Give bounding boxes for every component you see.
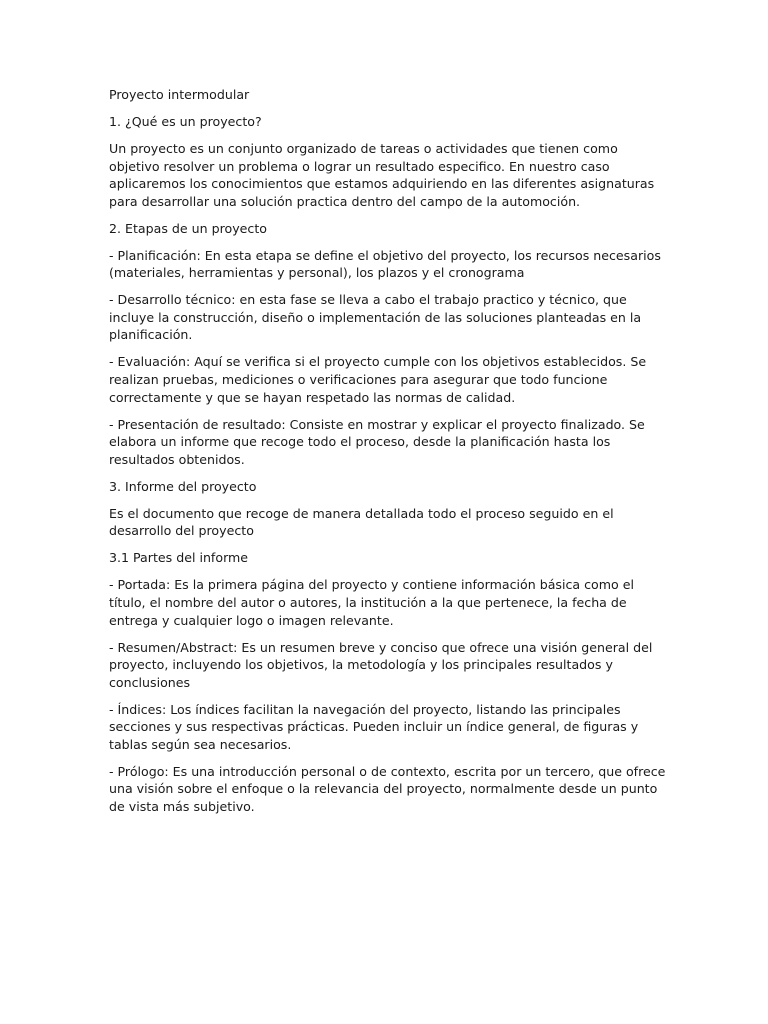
section-heading-informe: 3. Informe del proyecto — [109, 478, 257, 494]
list-item-resumen: - Resumen/Abstract: Es un resumen breve y conciso que ofrece una visión general del proyecto, incluyendo los objetivos, la metodología y los principales resultados y conclusiones — [109, 639, 653, 690]
list-item-prologo: - Prólogo: Es una introducción personal o de contexto, escrita por un tercero, que ofrece una visión sobre el enfoque o la relevancia del proyecto, normalmente desde un punto de vista más subjetivo. — [109, 763, 666, 815]
list-item-indices: - Índices: Los índices facilitan la navegación del proyecto, listando las principales secciones y sus respectivas prácticas. Pueden incluir un índice general, de figuras y tablas según sea necesarios. — [109, 701, 639, 752]
list-item-presentacion: - Presentación de resultado: Consiste en mostrar y explicar el proyecto finalizado. Se elabora un informe que recoge todo el proceso, desde la planificación hasta los resultados obtenidos. — [109, 416, 645, 467]
section-heading-etapas: 2. Etapas de un proyecto — [109, 220, 267, 236]
document-title: Proyecto intermodular — [109, 87, 250, 102]
list-item-desarrollo: - Desarrollo técnico: en esta fase se lleva a cabo el trabajo practico y técnico, que incluye la construcción, diseño o implementación de las soluciones planteadas en la planificación. — [109, 292, 642, 343]
list-item-evaluacion: - Evaluación: Aquí se verifica si el proyecto cumple con los objetivos establecidos. Se realizan pruebas, mediciones o verificaciones para asegurar que todo funcione correctamente y que se hayan respetado las normas de calidad. — [109, 354, 647, 405]
section-heading-partes: 3.1 Partes del informe — [109, 550, 249, 566]
paragraph-definicion: Un proyecto es un conjunto organizado de tareas o actividades que tienen como objetivo resolver un problema o lograr un resultado especifico. En nuestro caso aplicaremos los conocimientos que estamos adquiriendo en las diferentes asignaturas para desarrollar una solución practica dentro del campo de la automoción. — [109, 140, 655, 209]
section-heading-que-es: 1. ¿Qué es un proyecto? — [109, 113, 262, 129]
document-page — [109, 86, 669, 825]
list-item-portada: - Portada: Es la primera página del proyecto y contiene información básica como el título, el nombre del autor o autores, la institución a la que pertenece, la fecha de entrega y cualquier logo o imagen relevante. — [109, 577, 634, 628]
paragraph-informe: Es el documento que recoge de manera detallada todo el proceso seguido en el desarrollo del proyecto — [109, 505, 614, 539]
list-item-planificacion: - Planificación: En esta etapa se define el objetivo del proyecto, los recursos necesarios (materiales, herramientas y personal), los plazos y el cronograma — [109, 247, 661, 281]
